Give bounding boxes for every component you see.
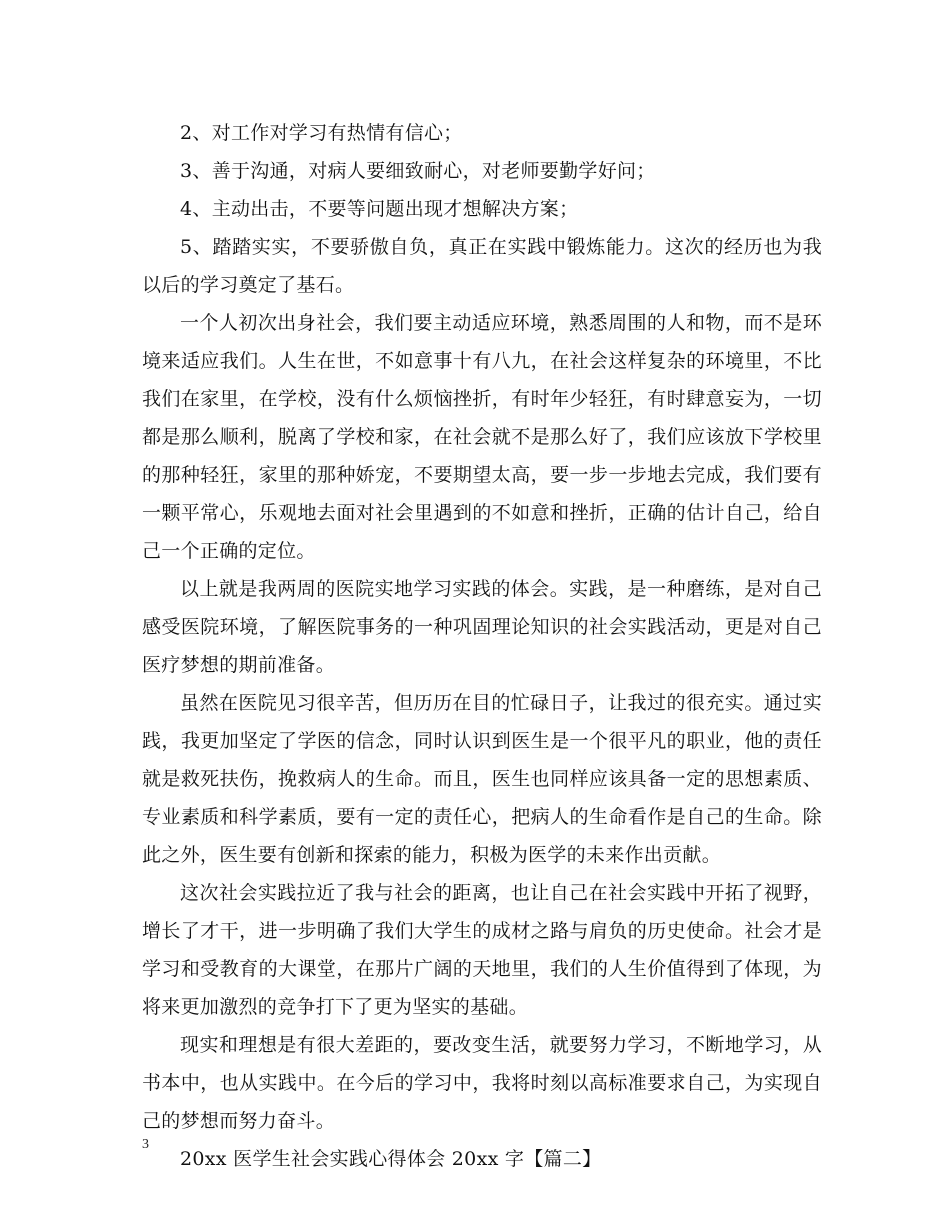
paragraph-item-3: 3、善于沟通，对病人要细致耐心，对老师要勤学好问； bbox=[180, 160, 656, 182]
paragraph-item-5: 5、踏踏实实，不要骄傲自负，真正在实践中锻炼能力。这次的经历也为我以后的学习奠定了基石。 bbox=[142, 236, 822, 296]
paragraph-social-practice: 这次社会实践拉近了我与社会的距离，也让自己在社会实践中开拓了视野，增长了才干，进一步明确了我们大学生的成材之路与肩负的历史使命。社会才是学习和受教育的大课堂，在那片广阔的天地里，我们的人生价值得到了体现，为将来更加激烈的竞争打下了更为坚实的基础。 bbox=[142, 882, 822, 1018]
paragraph-item-4: 4、主动出击，不要等问题出现才想解决方案； bbox=[180, 198, 579, 220]
document-body bbox=[142, 114, 822, 1178]
paragraph-social-adaptation: 一个人初次出身社会，我们要主动适应环境，熟悉周围的人和物，而不是环境来适应我们。人生在世，不如意事十有八九，在社会这样复杂的环境里，不比我们在家里，在学校，没有什么烦恼挫折，有时年少轻狂，有时肆意妄为，一切都是那么顺利，脱离了学校和家，在社会就不是那么好了，我们应该放下学校里的那种轻狂，家里的那种娇宠，不要期望太高，要一步一步地去完成，我们要有一颗平常心，乐观地去面对社会里遇到的不如意和挫折，正确的估计自己，给自己一个正确的定位。 bbox=[142, 312, 822, 562]
page-number: 3 bbox=[142, 1137, 149, 1152]
paragraph-reality-ideal: 现实和理想是有很大差距的，要改变生活，就要努力学习，不断地学习，从书本中，也从实践中。在今后的学习中，我将时刻以高标准要求自己，为实现自己的梦想而努力奋斗。 bbox=[142, 1034, 822, 1132]
section-heading: 20xx 医学生社会实践心得体会 20xx 字【篇二】 bbox=[180, 1148, 602, 1170]
paragraph-hospital-experience: 虽然在医院见习很辛苦，但历历在目的忙碌日子，让我过的很充实。通过实践，我更加坚定了学医的信念，同时认识到医生是一个很平凡的职业，他的责任就是救死扶伤，挽救病人的生命。而且，医生也同样应该具备一定的思想素质、专业素质和科学素质，要有一定的责任心，把病人的生命看作是自己的生命。除此之外，医生要有创新和探索的能力，积极为医学的未来作出贡献。 bbox=[142, 692, 822, 866]
paragraph-item-2: 2、对工作对学习有热情有信心； bbox=[180, 122, 463, 144]
paragraph-practice-summary: 以上就是我两周的医院实地学习实践的体会。实践，是一种磨练，是对自己感受医院环境，了解医院事务的一种巩固理论知识的社会实践活动，更是对自己医疗梦想的期前准备。 bbox=[142, 578, 822, 676]
